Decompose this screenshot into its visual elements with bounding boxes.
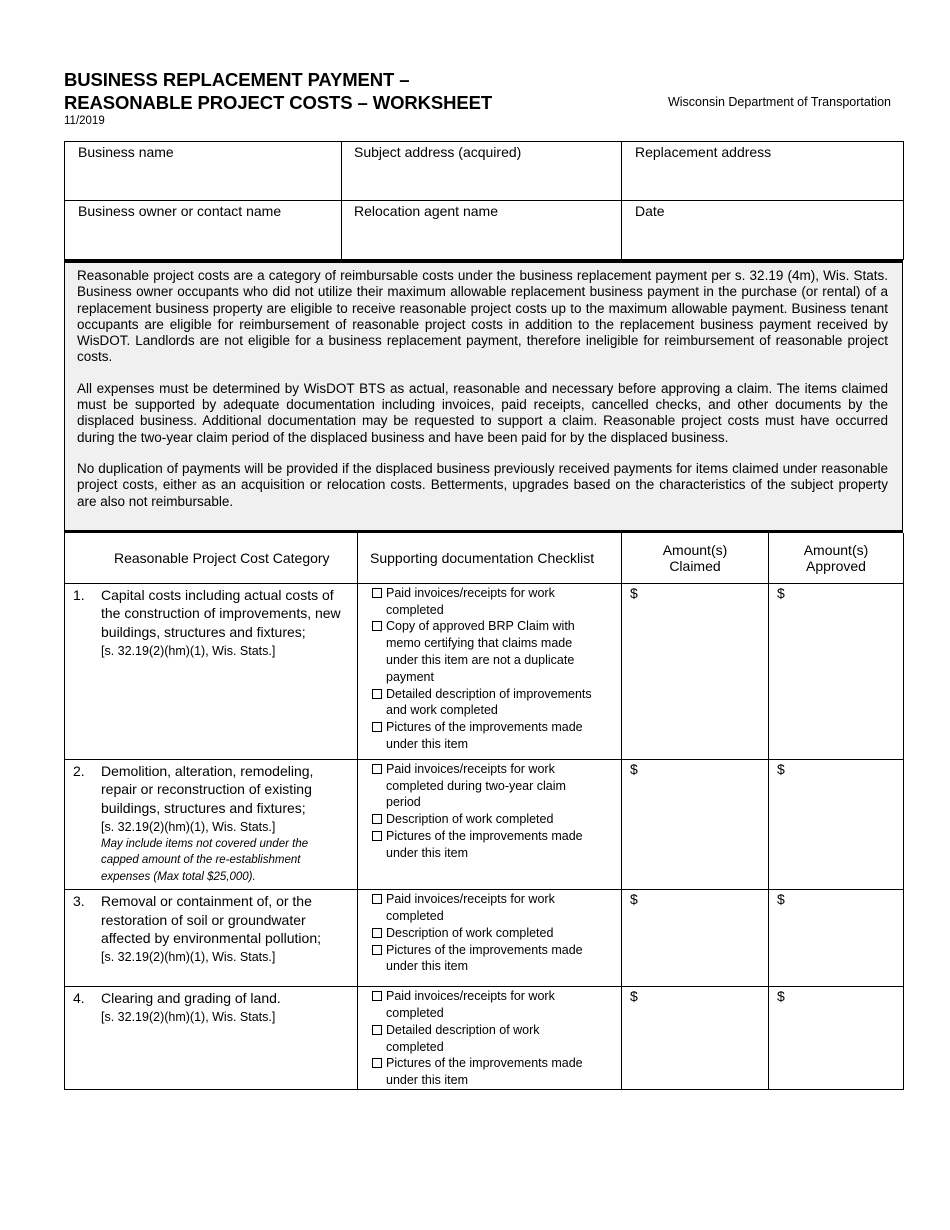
statute-reference: [s. 32.19(2)(hm)(1), Wis. Stats.] — [101, 819, 276, 834]
checkbox[interactable] — [372, 689, 382, 699]
checklist-item[interactable]: Pictures of the improvements made under this item — [372, 942, 617, 976]
date-label: Date — [635, 203, 665, 219]
instructions-box — [64, 260, 903, 533]
approved-dollar-sign: $ — [777, 891, 785, 908]
relocation-agent-label: Relocation agent name — [354, 203, 498, 219]
row-number: 1. — [73, 586, 85, 603]
checklist-item[interactable]: Pictures of the improvements made under this item — [372, 1055, 617, 1089]
checklist-item[interactable]: Detailed description of improvements and work completed — [372, 686, 617, 720]
table-row — [65, 987, 904, 1090]
table-row — [65, 583, 904, 759]
instructions-paragraph-2: All expenses must be determined by WisDOT BTS as actual, reasonable and necessary before approving a claim. The items claimed must be supported by adequate documentation including invoices, paid receipts, cancelled checks, and other documents by the displaced business. Additional documentation may be requested to support a claim. Reasonable project costs must have occurred during the two-year claim period of the displaced business and have been paid for by the displaced business. — [77, 380, 888, 445]
statute-reference: [s. 32.19(2)(hm)(1), Wis. Stats.] — [101, 643, 276, 658]
claimed-dollar-sign: $ — [630, 584, 638, 601]
table-header-row — [65, 533, 904, 584]
agency-name: Wisconsin Department of Transportation — [667, 95, 891, 109]
row-number: 4. — [73, 990, 85, 1007]
category-note: May include items not covered under the capped amount of the re-establishment expenses (Max total $25,000). — [101, 837, 309, 883]
checklist-item[interactable]: Paid invoices/receipts for work completed — [372, 585, 617, 619]
checkbox[interactable] — [372, 945, 382, 955]
worksheet-page — [64, 68, 903, 1090]
category-cell — [65, 759, 358, 889]
checkbox[interactable] — [372, 621, 382, 631]
statute-reference: [s. 32.19(2)(hm)(1), Wis. Stats.] — [101, 1009, 276, 1024]
table-row — [65, 890, 904, 987]
statute-reference: [s. 32.19(2)(hm)(1), Wis. Stats.] — [101, 949, 276, 964]
subject-address-label: Subject address (acquired) — [354, 144, 522, 160]
amount-approved-cell[interactable] — [769, 583, 904, 759]
approved-dollar-sign: $ — [777, 760, 785, 777]
checklist-cell — [358, 987, 622, 1090]
checklist-item[interactable]: Pictures of the improvements made under this item — [372, 828, 617, 862]
project-cost-table — [64, 533, 904, 1090]
row-number: 2. — [73, 762, 85, 779]
checkbox[interactable] — [372, 1058, 382, 1068]
form-title-line2: REASONABLE PROJECT COSTS – WORKSHEET — [64, 92, 493, 113]
checkbox[interactable] — [372, 1025, 382, 1035]
replacement-address-field[interactable] — [622, 142, 904, 201]
category-text: Removal or containment of, or the restoration of soil or groundwater affected by environmental pollution; — [101, 893, 321, 947]
subject-address-field[interactable] — [342, 142, 622, 201]
category-text: Clearing and grading of land. — [101, 990, 281, 1007]
business-info-table — [64, 141, 904, 260]
amount-approved-cell[interactable] — [769, 890, 904, 987]
checkbox[interactable] — [372, 894, 382, 904]
checklist-item[interactable]: Description of work completed — [372, 925, 617, 942]
checklist-item[interactable]: Detailed description of work completed — [372, 1022, 617, 1056]
checkbox[interactable] — [372, 722, 382, 732]
checkbox[interactable] — [372, 831, 382, 841]
approved-header: Amount(s) Approved — [769, 533, 904, 584]
checkbox[interactable] — [372, 764, 382, 774]
category-cell — [65, 583, 358, 759]
owner-contact-field[interactable] — [65, 201, 342, 260]
claimed-dollar-sign: $ — [630, 760, 638, 777]
row-number: 3. — [73, 893, 85, 910]
checklist-item[interactable]: Pictures of the improvements made under this item — [372, 719, 617, 753]
checklist-header: Supporting documentation Checklist — [358, 533, 622, 584]
category-text: Demolition, alteration, remodeling, repair or reconstruction of existing buildings, structures and fixtures; — [101, 762, 314, 817]
amount-claimed-cell[interactable] — [622, 987, 769, 1090]
amount-claimed-cell[interactable] — [622, 583, 769, 759]
checklist-item[interactable]: Paid invoices/receipts for work completed — [372, 988, 617, 1022]
approved-dollar-sign: $ — [777, 988, 785, 1005]
date-field[interactable] — [622, 201, 904, 260]
checklist-item[interactable]: Copy of approved BRP Claim with memo certifying that claims made under this item are not a duplicate payment — [372, 618, 617, 685]
business-name-field[interactable] — [65, 142, 342, 201]
amount-approved-cell[interactable] — [769, 987, 904, 1090]
owner-contact-label: Business owner or contact name — [78, 203, 282, 219]
checklist-item[interactable]: Description of work completed — [372, 811, 617, 828]
instructions-paragraph-1: Reasonable project costs are a category of reimbursable costs under the business replacement payment per s. 32.19 (4m), Wis. Stats. Business owner occupants who did not utilize their maximum allowable replacement business payment in the purchase (or rental) of a replacement business property are eligible to receive reasonable project costs up to the maximum allowable payment. Business tenant occupants are eligible for reimbursement of reasonable project costs in addition to the replacement business payment received by WisDOT. Landlords are not eligible for a business replacement payment, therefore ineligible for reimbursement of reasonable project costs. — [77, 268, 888, 365]
checklist-cell — [358, 890, 622, 987]
business-name-label: Business name — [78, 144, 174, 160]
checkbox[interactable] — [372, 991, 382, 1001]
table-row — [65, 759, 904, 889]
category-header: Reasonable Project Cost Category — [65, 533, 358, 584]
replacement-address-label: Replacement address — [635, 144, 772, 160]
category-text: Capital costs including actual costs of the construction of improvements, new buildings, structures and fixtures; — [101, 586, 341, 641]
checkbox[interactable] — [372, 814, 382, 824]
checklist-cell — [358, 583, 622, 759]
form-title-line1: BUSINESS REPLACEMENT PAYMENT – — [64, 69, 410, 90]
claimed-header: Amount(s) Claimed — [622, 533, 769, 584]
form-header — [64, 68, 903, 141]
amount-claimed-cell[interactable] — [622, 890, 769, 987]
amount-claimed-cell[interactable] — [622, 759, 769, 889]
checkbox[interactable] — [372, 928, 382, 938]
checklist-item[interactable]: Paid invoices/receipts for work completed during two-year claim period — [372, 761, 617, 811]
instructions-paragraph-3: No duplication of payments will be provided if the displaced business previously received payments for items claimed under reasonable project costs, either as an acquisition or relocation costs. Betterments, upgrades based on the characteristics of the subject property are also not reimbursable. — [77, 460, 888, 509]
checklist-item[interactable]: Paid invoices/receipts for work completed — [372, 891, 617, 925]
checklist-cell — [358, 759, 622, 889]
checkbox[interactable] — [372, 588, 382, 598]
relocation-agent-field[interactable] — [342, 201, 622, 260]
category-cell — [65, 987, 358, 1090]
claimed-dollar-sign: $ — [630, 891, 638, 908]
form-revision-date: 11/2019 — [64, 115, 105, 127]
category-cell — [65, 890, 358, 987]
claimed-dollar-sign: $ — [630, 988, 638, 1005]
amount-approved-cell[interactable] — [769, 759, 904, 889]
approved-dollar-sign: $ — [777, 584, 785, 601]
